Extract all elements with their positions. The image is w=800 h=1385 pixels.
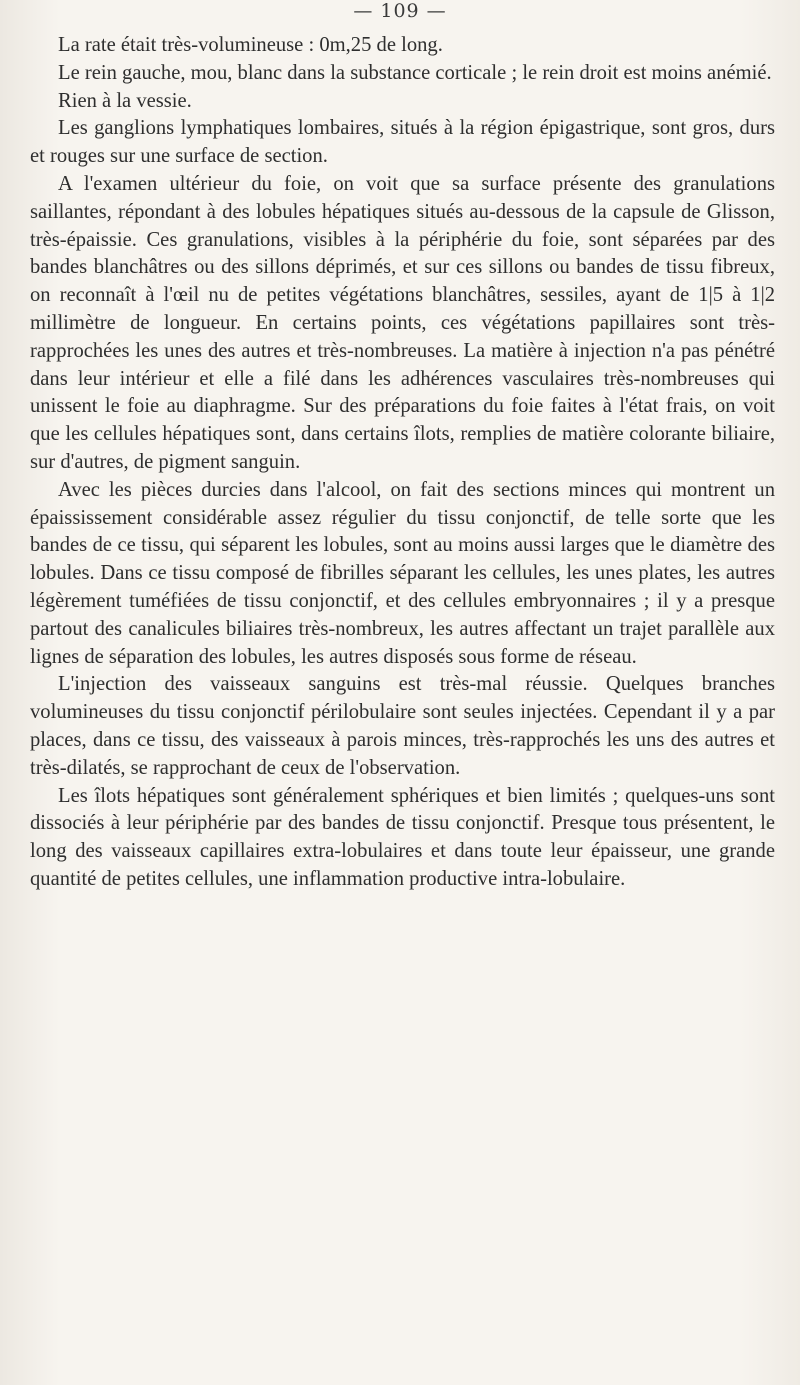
paragraph-bladder: Rien à la vessie. — [58, 89, 192, 112]
paragraph-spleen: La rate était très-volumineuse : 0m,25 de long. — [58, 34, 443, 56]
paragraph-alcohol-sections: Avec les pièces durcies dans l'alcool, on fait des sections minces qui montrent un épaississement considérable assez régulier du tissu conjonctif, de telle sorte que les bandes de ce tissu, qui séparent les lobules, sont au moins aussi larges que le diamètre des lobules. Dans ce tissu composé de fibrilles séparant les cellules, les unes plates, les autres légèrement tuméfiées de tissu conjonctif, et des cellules embryonnaires ; il y a presque partout des canalicules biliaires très-nombreux, les autres affectant un trajet parallèle aux lignes de séparation des lobules, les autres disposés sous forme de réseau. — [30, 478, 775, 668]
paragraph-injection: L'injection des vaisseaux sanguins est très-mal réussie. Quelques branches volumineuses du tissu conjonctif périlobulaire sont seules injectées. Cependant il y a par places, dans ce tissu, des vaisseaux à parois minces, très-rapprochés les uns des autres et très-dilatés, se rapprochant de ceux de l'observation. — [30, 673, 775, 779]
paragraph-lymph-nodes: Les ganglions lymphatiques lombaires, situés à la région épigastrique, sont gros, durs et rouges sur une surface de section. — [30, 117, 775, 168]
body-text — [30, 32, 775, 894]
page-number: — 109 — — [353, 0, 447, 22]
paragraph-liver-exam: A l'examen ultérieur du foie, on voit que sa surface présente des granulations saillantes, répondant à des lobules hépatiques situés au-dessous de la capsule de Glisson, très-épaissie. Ces granulations, visibles à la périphérie du foie, sont séparées par des bandes blanchâtres ou des sillons déprimés, et sur ces sillons ou bandes de tissu fibreux, on reconnaît à l'œil nu de petites végétations blanchâtres, sessiles, ayant de 1|5 à 1|2 millimètre de longueur. En certains points, ces végétations papillaires sont très-rapprochées les unes des autres et très-nombreuses. La matière à injection n'a pas pénétré dans leur intérieur et elle a filé dans les adhérences vasculaires très-nombreuses qui unissent le foie au diaphragme. Sur des préparations du foie faites à l'état frais, on voit que les cellules hépatiques sont, dans certains îlots, remplies de matière colorante biliaire, sur d'autres, de pigment sanguin. — [30, 172, 775, 473]
paragraph-kidney: Le rein gauche, mou, blanc dans la substance corticale ; le rein droit est moins anémié. — [58, 61, 772, 84]
paragraph-hepatic-islets: Les îlots hépatiques sont généralement sphériques et bien limités ; quelques-uns sont dissociés à leur périphérie par des bandes de tissu conjonctif. Presque tous présentent, le long des vaisseaux capillaires extra-lobulaires et dans toute leur épaisseur, une grande quantité de petites cellules, une inflammation productive intra-lobulaire. — [30, 784, 775, 890]
